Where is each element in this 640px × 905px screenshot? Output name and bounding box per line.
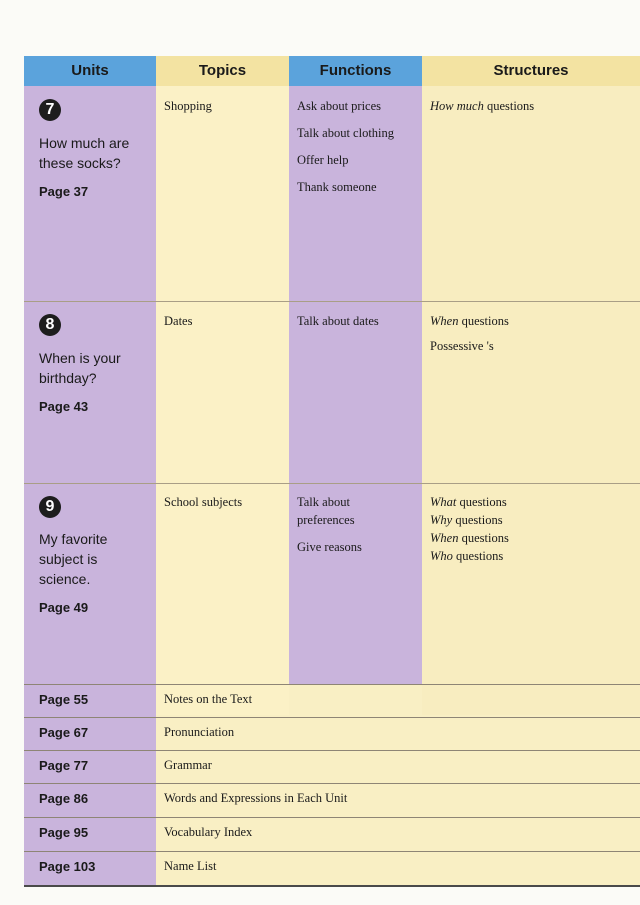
appendix-page: Page 103 [39, 859, 96, 874]
appendix-row [24, 783, 640, 817]
appendix-row [24, 717, 640, 750]
function-item: Thank someone [297, 180, 377, 194]
unit-number-badge: 9 [39, 496, 61, 518]
unit-row-8 [24, 301, 640, 483]
unit-title-line: When is your [39, 350, 121, 366]
unit-page: Page 43 [39, 399, 89, 414]
unit-title-line: science. [39, 571, 91, 587]
header-topics: Topics [156, 56, 289, 86]
unit-title [39, 348, 151, 388]
structure-item: What questions [430, 495, 507, 509]
appendix-page: Page 95 [39, 825, 89, 840]
appendix-row [24, 817, 640, 851]
table-header [24, 56, 640, 86]
appendix-page: Page 86 [39, 791, 89, 806]
contents-table [24, 56, 640, 886]
structure-item: Possessive 's [430, 339, 494, 353]
function-item: Ask about prices [297, 99, 382, 113]
appendix-label: Name List [164, 859, 217, 873]
unit-page: Page 37 [39, 184, 89, 199]
structure-item: Who questions [430, 549, 504, 563]
unit-title [39, 529, 151, 589]
appendix-row [24, 750, 640, 783]
function-item: Talk about clothing [297, 126, 395, 140]
unit-functions [297, 97, 417, 205]
appendix-label: Vocabulary Index [164, 825, 253, 839]
unit-row-7 [24, 86, 640, 301]
appendix-row [24, 684, 640, 717]
appendix-label: Notes on the Text [164, 692, 253, 706]
table-bottom-rule [24, 885, 640, 887]
structure-item: When questions [430, 314, 509, 328]
function-item: Talk about dates [297, 314, 379, 328]
unit-functions [297, 493, 377, 565]
unit-title-line: subject is [39, 551, 98, 567]
unit-row-9 [24, 483, 640, 715]
unit-number-badge: 8 [39, 314, 61, 336]
function-item: Offer help [297, 153, 349, 167]
unit-title-line: My favorite [39, 531, 108, 547]
appendix-page: Page 77 [39, 758, 89, 773]
unit-number-badge: 7 [39, 99, 61, 121]
unit-structures [430, 312, 630, 355]
appendix-label: Pronunciation [164, 725, 235, 739]
unit-topic: School subjects [164, 495, 243, 509]
appendix-label: Words and Expressions in Each Unit [164, 791, 348, 805]
header-units: Units [24, 56, 156, 86]
header-functions: Functions [289, 56, 422, 86]
appendix-page: Page 67 [39, 725, 89, 740]
unit-functions [297, 312, 417, 339]
unit-topic: Dates [164, 314, 193, 328]
unit-title-line: How much are [39, 135, 130, 151]
unit-topic: Shopping [164, 99, 212, 113]
structure-item: When questions [430, 531, 509, 545]
header-structures: Structures [422, 56, 640, 86]
appendix-label: Grammar [164, 758, 212, 772]
appendix-row [24, 851, 640, 885]
appendix-page: Page 55 [39, 692, 89, 707]
unit-title-line: birthday? [39, 370, 97, 386]
unit-structures [430, 493, 630, 565]
unit-title [39, 133, 151, 173]
function-item: Talk about preferences [297, 495, 355, 527]
structure-item: Why questions [430, 513, 503, 527]
unit-structures [430, 97, 630, 115]
unit-title-line: these socks? [39, 155, 121, 171]
structure-item: How much questions [430, 99, 535, 113]
function-item: Give reasons [297, 540, 362, 554]
unit-page: Page 49 [39, 600, 89, 615]
